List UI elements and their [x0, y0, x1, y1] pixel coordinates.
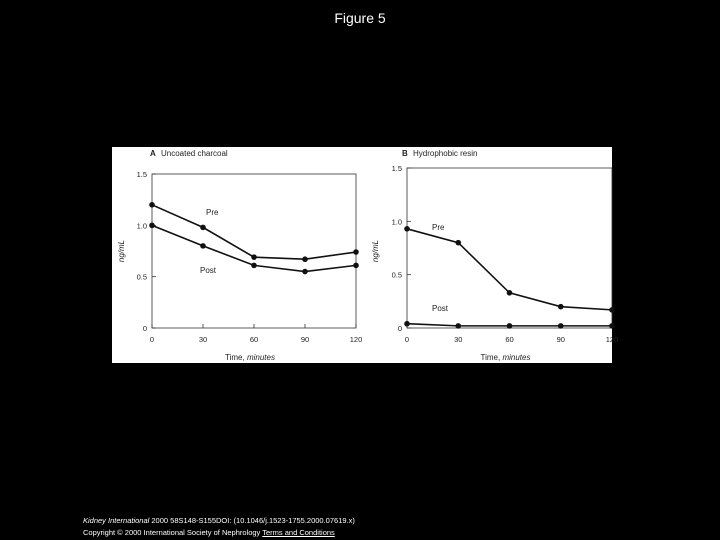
panel-b-series-post-point: [558, 323, 564, 329]
panel-b-series-post-point: [455, 323, 461, 329]
panel-a-x-tick-label: 90: [300, 335, 310, 344]
panel-a-series-pre-line: [152, 205, 356, 259]
journal-name: Kidney International: [83, 516, 150, 525]
panel-b-y-tick-label: 1.5: [391, 164, 402, 173]
panel-b-series-post-point: [507, 323, 513, 329]
footer-citation: [83, 516, 355, 525]
panel-b-x-tick-label: 0: [404, 335, 410, 344]
panel-a-title: Uncoated charcoal: [161, 149, 228, 158]
panel-b-y-tick-label: 0.5: [391, 270, 402, 280]
panel-b-series-pre-point: [507, 290, 513, 296]
panel-a-letter: A: [150, 149, 156, 158]
panel-b-y-tick-label: 0: [397, 324, 402, 333]
panel-a-x-tick-label: 0: [149, 335, 155, 344]
panel-a-y-tick-label: 0: [142, 324, 147, 333]
panel-a-series-post-label: Post: [200, 266, 217, 275]
panel-a-y-tick-label: 1.0: [136, 221, 147, 231]
panel-b-x-tick-label: 120: [605, 335, 619, 344]
panel-b-series-pre-point: [455, 240, 461, 246]
figure-svg: [112, 147, 619, 363]
panel-a-series-pre-point: [353, 249, 359, 255]
panel-b-letter: B: [402, 149, 408, 158]
panel-b-x-tick-label: 30: [454, 335, 463, 344]
panel-a-plot-frame: [152, 174, 356, 328]
panel-a-series-pre-label: Pre: [206, 208, 219, 217]
panel-b-series-pre-point: [609, 307, 615, 313]
panel-a-series-pre-point: [251, 254, 257, 260]
panel-a-series-pre-point: [302, 256, 308, 262]
copyright-text: Copyright © 2000 International Society of Nephrology: [83, 528, 263, 537]
panel-a-x-tick-label: 30: [198, 335, 208, 344]
panel-a-series-post-point: [302, 269, 308, 275]
panel-b-series-pre-label: Pre: [432, 223, 445, 232]
panel-b-series-post-label: Post: [432, 304, 449, 313]
figure-panel: [112, 147, 619, 363]
panel-b-series-pre-point: [558, 304, 564, 310]
panel-b-x-tick-label: 60: [505, 335, 514, 344]
panel-b-title: Hydrophobic resin: [413, 149, 478, 158]
terms-link[interactable]: Terms and Conditions: [262, 528, 335, 537]
panel-a-series-post-point: [200, 243, 206, 249]
panel-a-x-tick-label: 120: [349, 335, 363, 344]
panel-b-series-post-point: [404, 321, 410, 327]
panel-a-series-post-point: [251, 263, 257, 269]
panel-b-x-tick-label: 90: [556, 335, 565, 344]
panel-a-series-pre-point: [149, 202, 155, 208]
panel-a-series-pre-point: [200, 225, 206, 231]
panel-a-series-post-point: [149, 223, 155, 229]
panel-b-series-pre-point: [404, 226, 410, 232]
panel-a-x-tick-label: 60: [249, 335, 259, 344]
panel-a-y-axis-label: ng/mL: [117, 239, 126, 263]
citation-text: 2000 58S148-S155DOI: (10.1046/j.1523-1755.2000.07619.x): [149, 516, 355, 525]
slide-title: Figure 5: [334, 10, 386, 26]
footer-copyright: [83, 528, 335, 537]
panel-b-x-axis-label: Time, minutes: [480, 353, 531, 362]
panel-b-y-tick-label: 1.0: [391, 217, 402, 227]
panel-a-y-tick-label: 0.5: [136, 272, 147, 282]
panel-b-y-axis-label: ng/mL: [371, 239, 380, 263]
panel-a-series-post-point: [353, 263, 359, 269]
panel-a-y-tick-label: 1.5: [136, 170, 147, 179]
panel-a-x-axis-label: Time, minutes: [225, 353, 275, 362]
panel-b-series-pre-line: [407, 229, 612, 310]
panel-b-series-post-point: [609, 323, 615, 329]
